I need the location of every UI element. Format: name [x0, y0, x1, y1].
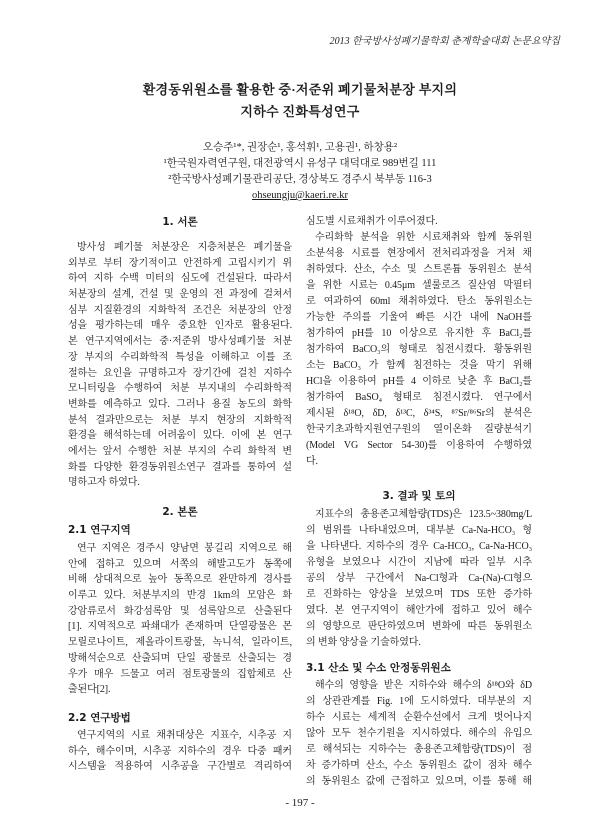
running-header: 2013 한국방사성폐기물학회 춘계학술대회 논문요약집 [329, 36, 560, 47]
text-line: 장 부지의 수리화학적 특성을 이해하고 이를 조 [68, 351, 292, 363]
text-line: 첨가하여 BaCO₃의 형태로 침전시켰다. 황동위원 [306, 344, 532, 355]
text-line: 안에 접하고 있으며 서쪽의 해발고도가 동쪽에 [68, 558, 292, 570]
text-line: 로 여과하여 60ml 채취하였다. 탄소 동위원소는 [306, 296, 532, 307]
introduction-paragraph [68, 240, 292, 491]
subsection-heading-stable-isotopes: 3.1 산소 및 수소 안정동위원소 [306, 662, 451, 674]
text-line: 수리화학 분석을 위한 시료채취와 함께 동위원 [315, 232, 532, 243]
text-line: 본 연구지역에서는 중·저준위 방사성폐기물 처분 [68, 336, 292, 348]
stable-isotopes-paragraph [306, 678, 532, 790]
text-line: 소분석용 시료를 현장에서 전처리과정을 거쳐 채 [306, 248, 532, 259]
text-line: 가능한 주의를 기울여 빠른 시간 내에 NaOH를 [306, 312, 532, 323]
study-area-paragraph [68, 541, 292, 698]
section-heading-body: 2. 본론 [162, 506, 198, 518]
email-link[interactable]: ohseungju@kaeri.re.kr [252, 190, 348, 201]
text-line: 이루고 있다. 처분부지의 반경 1km의 모암은 화 [68, 590, 292, 602]
text-line: 심부 지질환경의 지화학적 조건은 처분장의 안정 [68, 304, 292, 316]
text-line: 의 동위원소 값에 근접하고 있으며, 이를 통해 해 [306, 776, 532, 787]
text-line: 을 위한 시료는 0.45μm 셀룰로즈 질산염 막필터 [306, 280, 532, 291]
text-line: 비해 상대적으로 높아 동쪽으로 완만하게 경사를 [68, 574, 292, 586]
text-line: 방사성 폐기물 처분장은 지층처분은 폐기물을 [77, 242, 292, 253]
text-line: 외부로 부터 장기적이고 안전하게 고립시키기 위 [68, 257, 292, 269]
affiliation-1: ¹한국원자력연구원, 대전광역시 유성구 대덕대로 989번길 111 [163, 158, 437, 169]
text-line: 다. [306, 456, 318, 467]
text-line: 모니터링을 수행하여 처분 부지내의 수리화학적 [68, 383, 292, 395]
text-line: 않아 모두 천수기원을 지시하였다. 해수의 유입으 [306, 728, 532, 739]
text-line: 유형을 보였으나 시간이 지남에 따라 일부 시추 [306, 557, 532, 568]
methods-paragraph-part-1 [68, 728, 292, 775]
text-line: 의 변화 양상을 기술하였다. [306, 637, 421, 648]
text-line: 의 범위를 나타내었으며, 대부분 Ca-Na-HCO₃ 형 [306, 525, 532, 536]
text-line: 해수의 영향을 받은 지하수와 해수의 δ¹⁸O와 δD [315, 680, 532, 691]
page-number: - 197 - [285, 797, 315, 809]
text-line: 한국기초과학지원연구원의 열이온화 질량분석기 [306, 424, 532, 435]
text-line: 연구지역의 시료 채취대상은 지표수, 시추공 지 [77, 730, 292, 741]
subsection-heading-study-area: 2.1 연구지역 [68, 524, 131, 536]
text-line: 연구 지역은 경주시 양남면 봉길리 지역으로 해 [77, 543, 292, 554]
text-line: 모릴로나이트, 제올라이트광물, 녹니석, 일라이트, [68, 637, 292, 649]
text-line: 을 나타낸다. 지하수의 경우 Ca-HCO₃, Ca-Na-HCO₃ [306, 541, 532, 552]
text-line: 의 영향으로 판단하였으며 변화에 따른 동위원소 [306, 621, 532, 632]
methods-paragraph-part-2 [306, 214, 532, 230]
text-line: 로 진화하는 양상을 보였으며 TDS 또한 증가하 [306, 589, 532, 600]
text-line: 로 해석되는 지하수는 총용존고체함량(TDS)이 점 [306, 744, 532, 755]
text-line: 제시된 δ¹⁸O, δD, δ¹³C, δ³⁴S, ⁸⁷Sr/⁸⁶Sr의 분석은 [306, 408, 532, 419]
text-line: [1]. 지역적으로 파쇄대가 존재하며 단열광물은 몬 [68, 621, 292, 633]
text-line: 처분장의 설계, 건설 및 운영의 전 과정에 걸쳐서 [68, 289, 292, 301]
section-heading-results: 3. 결과 및 토의 [382, 490, 456, 502]
text-line: 절하는 요인을 규명하고자 장기간에 걸친 지하수 [68, 367, 292, 379]
methods-paragraph-sampling [306, 230, 532, 470]
text-line: 차 증가하며 산소, 수소 동위원소 값이 점차 해수 [306, 760, 532, 771]
text-line: 화를 다양한 환경동위원소연구 결과를 통하여 설 [68, 461, 292, 473]
text-line: HCl을 이용하여 pH를 4 이하로 낮춘 후 BaCl₂를 [306, 376, 532, 387]
paper-title-line-2: 지하수 진화특성연구 [240, 104, 360, 119]
text-line: 심도별 시료채취가 이루어졌다. [306, 216, 438, 227]
text-line: 명하고자 하였다. [68, 477, 140, 489]
text-line: 공의 상부 구간에서 Na-Cl형과 Ca-(Na)-Cl형으 [306, 573, 532, 584]
text-line: 하수, 해수이며, 시추공 지하수의 경우 다중 패커 [68, 745, 292, 757]
text-line: 우가 매우 드물고 여러 점토광물의 집합체로 산 [68, 668, 292, 680]
section-heading-introduction: 1. 서론 [162, 216, 198, 228]
affiliation-2: ²한국방사성폐기물관리공단, 경상북도 경주시 북부동 116-3 [168, 174, 432, 185]
text-line: 였다. 본 연구지역이 해안가에 접하고 있어 해수 [306, 605, 532, 616]
text-line: 소는 BaCO₃ 가 함께 침전하는 것을 막기 위해 [306, 360, 532, 371]
text-line: 시스템을 적용하여 시추공을 구간별로 격리하여 [68, 761, 292, 773]
text-line: 분석 결과만으로는 처분 부지 현장의 지화학적 [68, 414, 292, 426]
text-line: 첨가하여 BaSO₄ 형태로 침전시켰다. 연구에서 [306, 392, 532, 403]
text-line: 성을 평가하는데 매우 중요한 인자로 활용된다. [68, 320, 292, 332]
text-line: 의 상관관계를 Fig. 1에 도시하였다. 대부분의 지 [306, 696, 532, 707]
text-line: 변화를 예측하고 있다. 그러나 용질 농도의 화학 [68, 398, 292, 410]
text-line: (Model VG Sector 54-30)를 이용하여 수행하였 [306, 440, 532, 451]
text-line: 지표수의 총용존고체함량(TDS)은 123.5~380mg/L [315, 509, 532, 520]
text-line: 첨가하여 pH를 10 이상으로 유지한 후 BaCl₂를 [306, 328, 532, 339]
text-line: 취하였다. 산소, 수소 및 스트론튬 동위원소 분석 [306, 264, 532, 275]
text-line: 환경을 해석하는데 어려움이 있다. 이에 본 연구 [68, 430, 292, 442]
paper-title-line-1: 환경동위원소를 활용한 중·저준위 폐기물처분장 부지의 [142, 82, 458, 97]
text-line: 에서는 앞서 수행한 처분 부지의 수리 화학적 변 [68, 445, 292, 457]
subsection-heading-methods: 2.2 연구방법 [68, 712, 131, 724]
author-list: 오승주¹*, 권장순¹, 홍석휘¹, 고용권¹, 하창용² [202, 142, 398, 153]
text-line: 하수 시료는 세계적 순환수선에서 크게 벗어나지 [306, 712, 532, 723]
text-line: 하여 지하 수백 미터의 심도에 건설된다. 따라서 [68, 273, 292, 285]
text-line: 방해석순으로 산출되며 단일 광물로 산출되는 경 [68, 652, 292, 664]
text-line: 출된다[2]. [68, 684, 111, 696]
text-line: 강암류로서 화강섬록암 및 섬록암으로 산출된다 [68, 605, 292, 617]
contact-email [0, 188, 600, 204]
results-paragraph [306, 507, 532, 651]
